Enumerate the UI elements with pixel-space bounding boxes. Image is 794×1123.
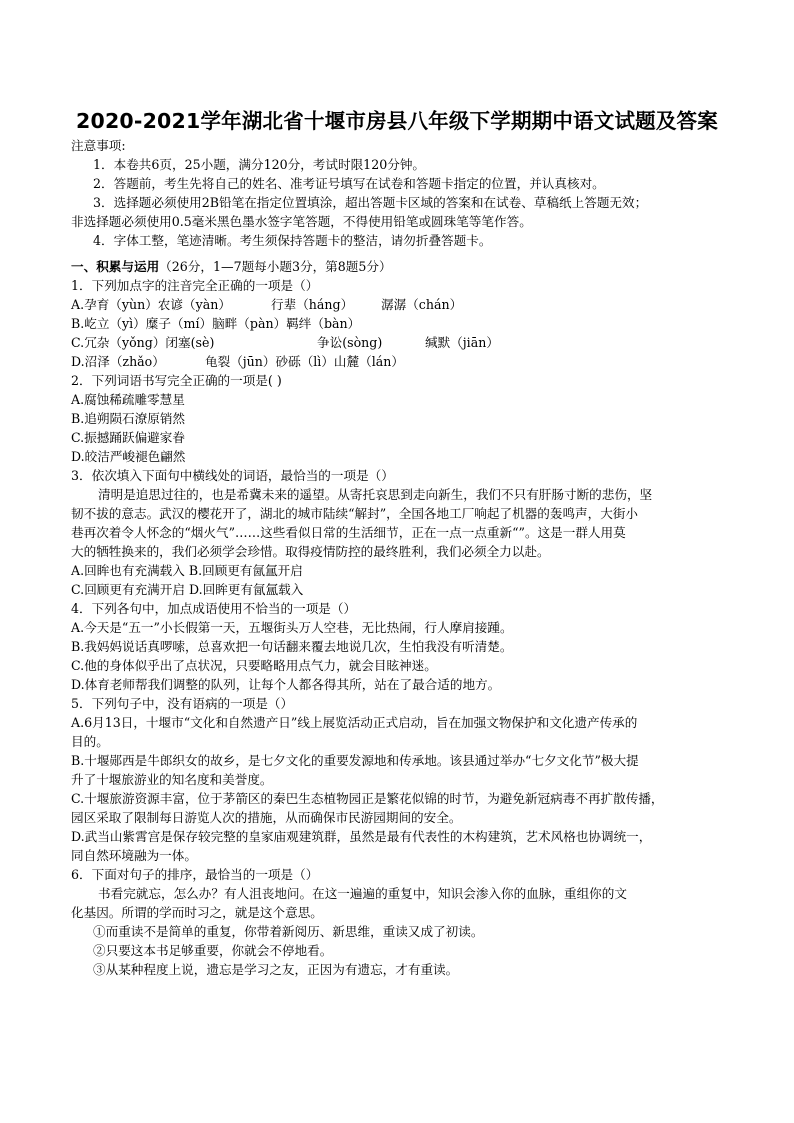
notice-item: 非选择题必须使用0.5毫米黑色墨水签字笔答题，不得使用铅笔或圆珠笔等笔作答。 xyxy=(71,214,532,229)
notice-item: 2．答题前，考生先将自己的姓名、准考证号填写在试卷和答题卡指定的位置，并认真核对。 xyxy=(93,176,605,191)
option: 目的。 xyxy=(71,734,109,749)
option-part: 缄默（jiān） xyxy=(425,335,499,350)
passage-line: 清明是追思过往的，也是希冀未来的遥望。从寄托哀思到走向新生，我们不只有肝肠寸断的悲伤，坚 xyxy=(98,487,653,502)
option-b: B.屹立（yì）糜子（mí）脑畔（pàn）羁绊（bàn） xyxy=(71,316,361,331)
passage-line: 大的牺牲换来的，我们必须学会珍惜。取得疫情防控的最终胜利，我们必须全力以赴。 xyxy=(71,544,550,559)
question-stem: 4．下列各句中，加点成语使用不恰当的一项是（） xyxy=(71,601,357,616)
notice-item: 4．字体工整，笔迹清晰。考生须保持答题卡的整洁，请勿折叠答题卡。 xyxy=(93,233,492,248)
sentence-item: ①而重读不是简单的重复，你带着新阅历、新思维，重读又成了初读。 xyxy=(93,924,484,939)
option: A.今天是“五一”小长假第一天，五堰街头万人空巷，无比热闹，行人摩肩接踵。 xyxy=(71,620,513,635)
option-a xyxy=(71,295,731,314)
page-title: 2020-2021学年湖北省十堰市房县八年级下学期期中语文试题及答案 xyxy=(76,109,718,133)
option: A.腐蚀稀疏雕零慧星 xyxy=(71,392,185,407)
option-part: 潺潺（chán） xyxy=(381,297,463,312)
option: B.十堰郧西是牛郎织女的故乡，是七夕文化的重要发源地和传承地。该县通过举办“七夕文化节”极大提 xyxy=(71,753,639,768)
option: C.他的身体似乎出了点状况，只要略略用点气力，就会目眩神迷。 xyxy=(71,658,437,673)
option-part: A.孕育（yùn）农谚（yàn） xyxy=(71,297,231,312)
option: 园区采取了限制每日游览人次的措施，从而确保市民游园期间的安全。 xyxy=(71,810,462,825)
section-note: （26分，1—7题每小题3分，第8题5分） xyxy=(159,259,392,274)
option: B.我妈妈说话真啰嗦，总喜欢把一句话翻来覆去地说几次，生怕我没有听清楚。 xyxy=(71,639,513,654)
question-stem: 3．依次填入下面句中横线处的词语，最恰当的一项是（） xyxy=(71,468,394,483)
passage-line: 韧不拔的意志。武汉的樱花开了，湖北的城市陆续“解封”，全国各地工厂响起了机器的轰鸣声，大街小 xyxy=(71,506,639,521)
option-c xyxy=(71,333,731,352)
option-part: C.冗杂（yǒng）闭塞(sè) xyxy=(71,335,215,350)
exam-content xyxy=(71,136,731,979)
option: D.体育老师帮我们调整的队列，让每个人都各得其所，站在了最合适的地方。 xyxy=(71,677,501,692)
section-heading xyxy=(71,257,731,276)
question-stem: 1．下列加点字的注音完全正确的一项是（） xyxy=(71,278,319,293)
section-title: 一、积累与运用 xyxy=(71,259,160,274)
option: A.回眸也有充满载入 B.回顾更有氤氲开启 xyxy=(71,563,303,578)
option: D.皎洁严峻褪色翩然 xyxy=(71,449,186,464)
option: C.振撼踊跃偏避家眷 xyxy=(71,430,185,445)
question-stem: 5．下列句子中，没有语病的一项是（） xyxy=(71,696,294,711)
option-part: 争讼(sòng) xyxy=(317,335,383,350)
option: A.6月13日，十堰市“文化和自然遗产日”线上展览活动正式启动，旨在加强文物保护和文化遗产传承的 xyxy=(71,715,638,730)
sentence-item: ③从某种程度上说，遗忘是学习之友，正因为有遗忘，才有重读。 xyxy=(93,962,459,977)
passage-line: 书看完就忘，怎么办？有人沮丧地问。在这一遍遍的重复中，知识会渗入你的血脉，重组你的文 xyxy=(98,886,627,901)
option: 升了十堰旅游业的知名度和美誉度。 xyxy=(71,772,273,787)
option-part: D.沼泽（zhǎo） xyxy=(71,354,165,369)
question-stem: 2．下列词语书写完全正确的一项是( ) xyxy=(71,373,282,388)
sentence-item: ②只要这本书足够重要，你就会不停地看。 xyxy=(93,943,333,958)
option-part: 龟裂（jūn）砂砾（lì）山麓（lán） xyxy=(205,354,404,369)
notice-item: 1．本卷共6页，25小题，满分120分，考试时限120分钟。 xyxy=(93,157,426,172)
option: B.追朔陨石潦原销然 xyxy=(71,411,186,426)
option: 同自然环境融为一体。 xyxy=(71,848,197,863)
option-d xyxy=(71,352,731,371)
notice-item: 3．选择题必须使用2B铅笔在指定位置填涂，超出答题卡区域的答案和在试卷、草稿纸上答题无效； xyxy=(93,195,648,210)
notice-heading: 注意事项: xyxy=(71,138,126,153)
question-stem: 6．下面对句子的排序，最恰当的一项是（） xyxy=(71,867,319,882)
option-part: 行辈（háng） xyxy=(271,297,354,312)
passage-line: 化基因。所谓的学而时习之，就是这个意思。 xyxy=(71,905,323,920)
option: D.武当山紫霄宫是保存较完整的皇家庙观建筑群，虽然是最有代表性的木构建筑，艺术风格也协调统一， xyxy=(71,829,652,844)
passage-line: 巷再次着令人怀念的“烟火气”……这些看似日常的生活细节，正在一点一点重新“”。这是一群人用莫 xyxy=(71,525,626,540)
option: C.十堰旅游资源丰富，位于茅箭区的秦巴生态植物园正是繁花似锦的时节，为避免新冠病毒不再扩散传播， xyxy=(71,791,664,806)
option: C.回顾更有充满开启 D.回眸更有氤氲载入 xyxy=(71,582,304,597)
